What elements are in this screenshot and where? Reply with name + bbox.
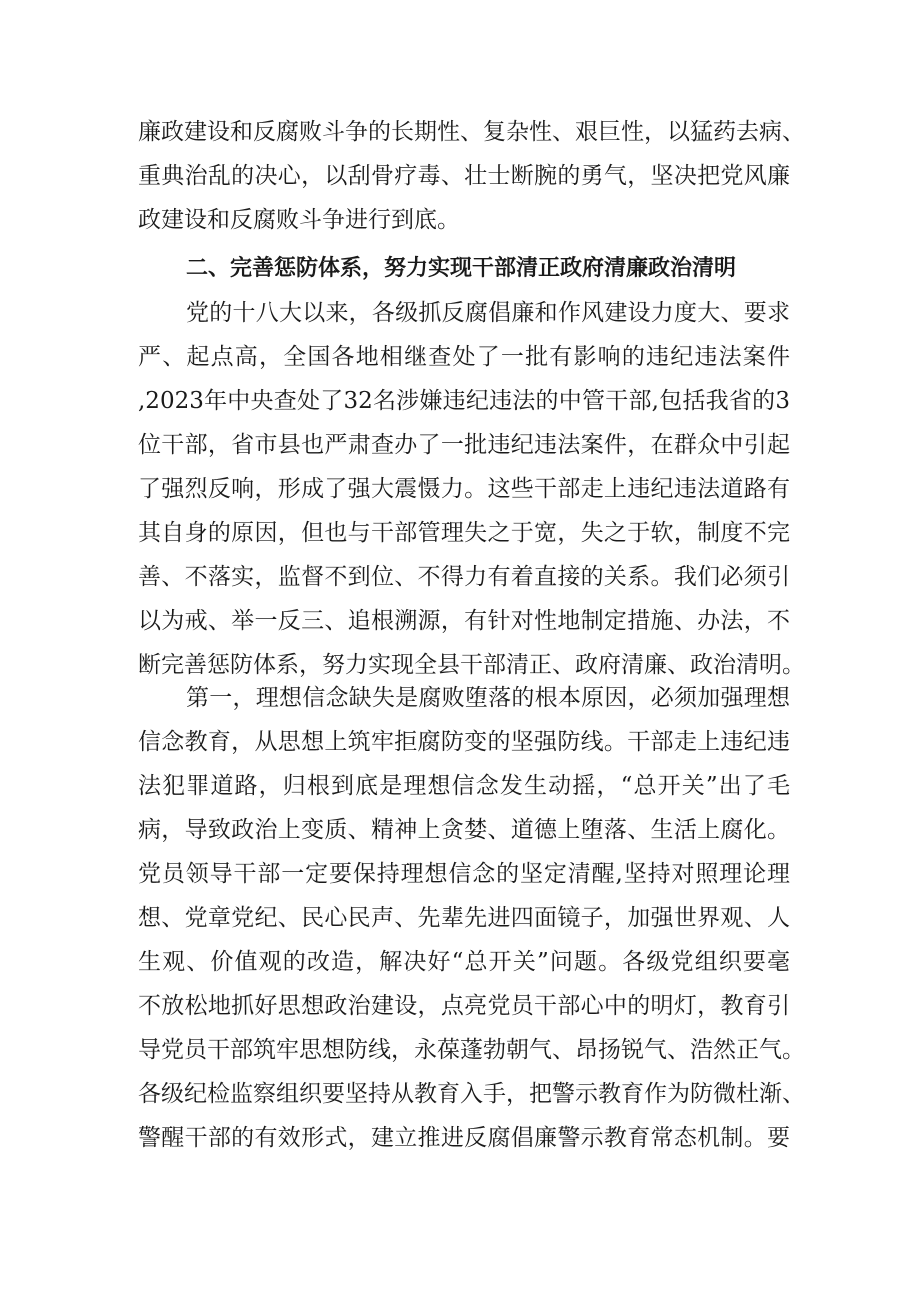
text-line: 法犯罪道路，归根到底是理想信念发生动摇，“总开关”出了毛 xyxy=(138,773,790,799)
text-line: 廉政建设和反腐败斗争的长期性、复杂性、艰巨性，以猛药去病、 xyxy=(138,119,805,145)
text-line: 不放松地抓好思想政治建设，点亮党员干部心中的明灯，教育引 xyxy=(138,993,790,1019)
text-line: 严、起点高，全国各地相继查处了一批有影响的违纪违法案件 xyxy=(138,344,790,370)
text-line: 重典治乱的决心，以刮骨疗毒、壮士断腕的勇气，坚决把党风廉 xyxy=(138,163,790,189)
text-line: 政建设和反腐败斗争进行到底。 xyxy=(138,207,460,233)
text-line: 生观、价值观的改造，解决好“总开关”问题。各级党组织要毫 xyxy=(138,949,790,975)
text-line: 善、不落实，监督不到位、不得力有着直接的关系。我们必须引 xyxy=(138,564,790,590)
text-line: 党的十八大以来，各级抓反腐倡廉和作风建设力度大、要求 xyxy=(186,300,790,326)
text-line: 病，导致政治上变质、精神上贪婪、道德上堕落、生活上腐化。 xyxy=(138,817,790,843)
section-heading-block xyxy=(138,247,790,291)
text-line: 位干部，省市县也严肃查办了一批违纪违法案件，在群众中引起 xyxy=(138,432,790,458)
text-line: 以为戒、举一反三、追根溯源，有针对性地制定措施、办法，不 xyxy=(138,608,790,634)
text-line: 警醒干部的有效形式，建立推进反腐倡廉警示教育常态机制。要 xyxy=(138,1125,790,1151)
text-line: 想、党章党纪、民心民声、先辈先进四面镜子，加强世界观、人 xyxy=(138,905,790,931)
section-heading: 二、完善惩防体系，努力实现干部清正政府清廉政治清明 xyxy=(186,256,737,281)
text-line: 党员领导干部一定要保持理想信念的坚定清醒,坚持对照理论理 xyxy=(138,861,790,887)
paragraph-two xyxy=(138,291,805,687)
text-line: 导党员干部筑牢思想防线，永葆蓬勃朝气、昂扬锐气、浩然正气。 xyxy=(138,1037,805,1063)
text-line: 第一，理想信念缺失是腐败堕落的根本原因，必须加强理想 xyxy=(186,685,790,711)
text-line: 断完善惩防体系，努力实现全县干部清正、政府清廉、政治清明。 xyxy=(138,652,805,678)
text-line: 其自身的原因，但也与干部管理失之于宽，失之于软，制度不完 xyxy=(138,520,790,546)
text-line: 了强烈反响，形成了强大震慑力。这些干部走上违纪违法道路有 xyxy=(138,476,790,502)
text-line: 各级纪检监察组织要坚持从教育入手，把警示教育作为防微杜渐、 xyxy=(138,1081,805,1107)
text-line: 信念教育，从思想上筑牢拒腐防变的坚强防线。干部走上违纪违 xyxy=(138,729,790,755)
text-line: ,2023年中央查处了32名涉嫌违纪违法的中管干部,包括我省的3 xyxy=(138,388,790,414)
paragraph-three xyxy=(138,676,805,1160)
continuation-paragraph xyxy=(138,110,805,242)
